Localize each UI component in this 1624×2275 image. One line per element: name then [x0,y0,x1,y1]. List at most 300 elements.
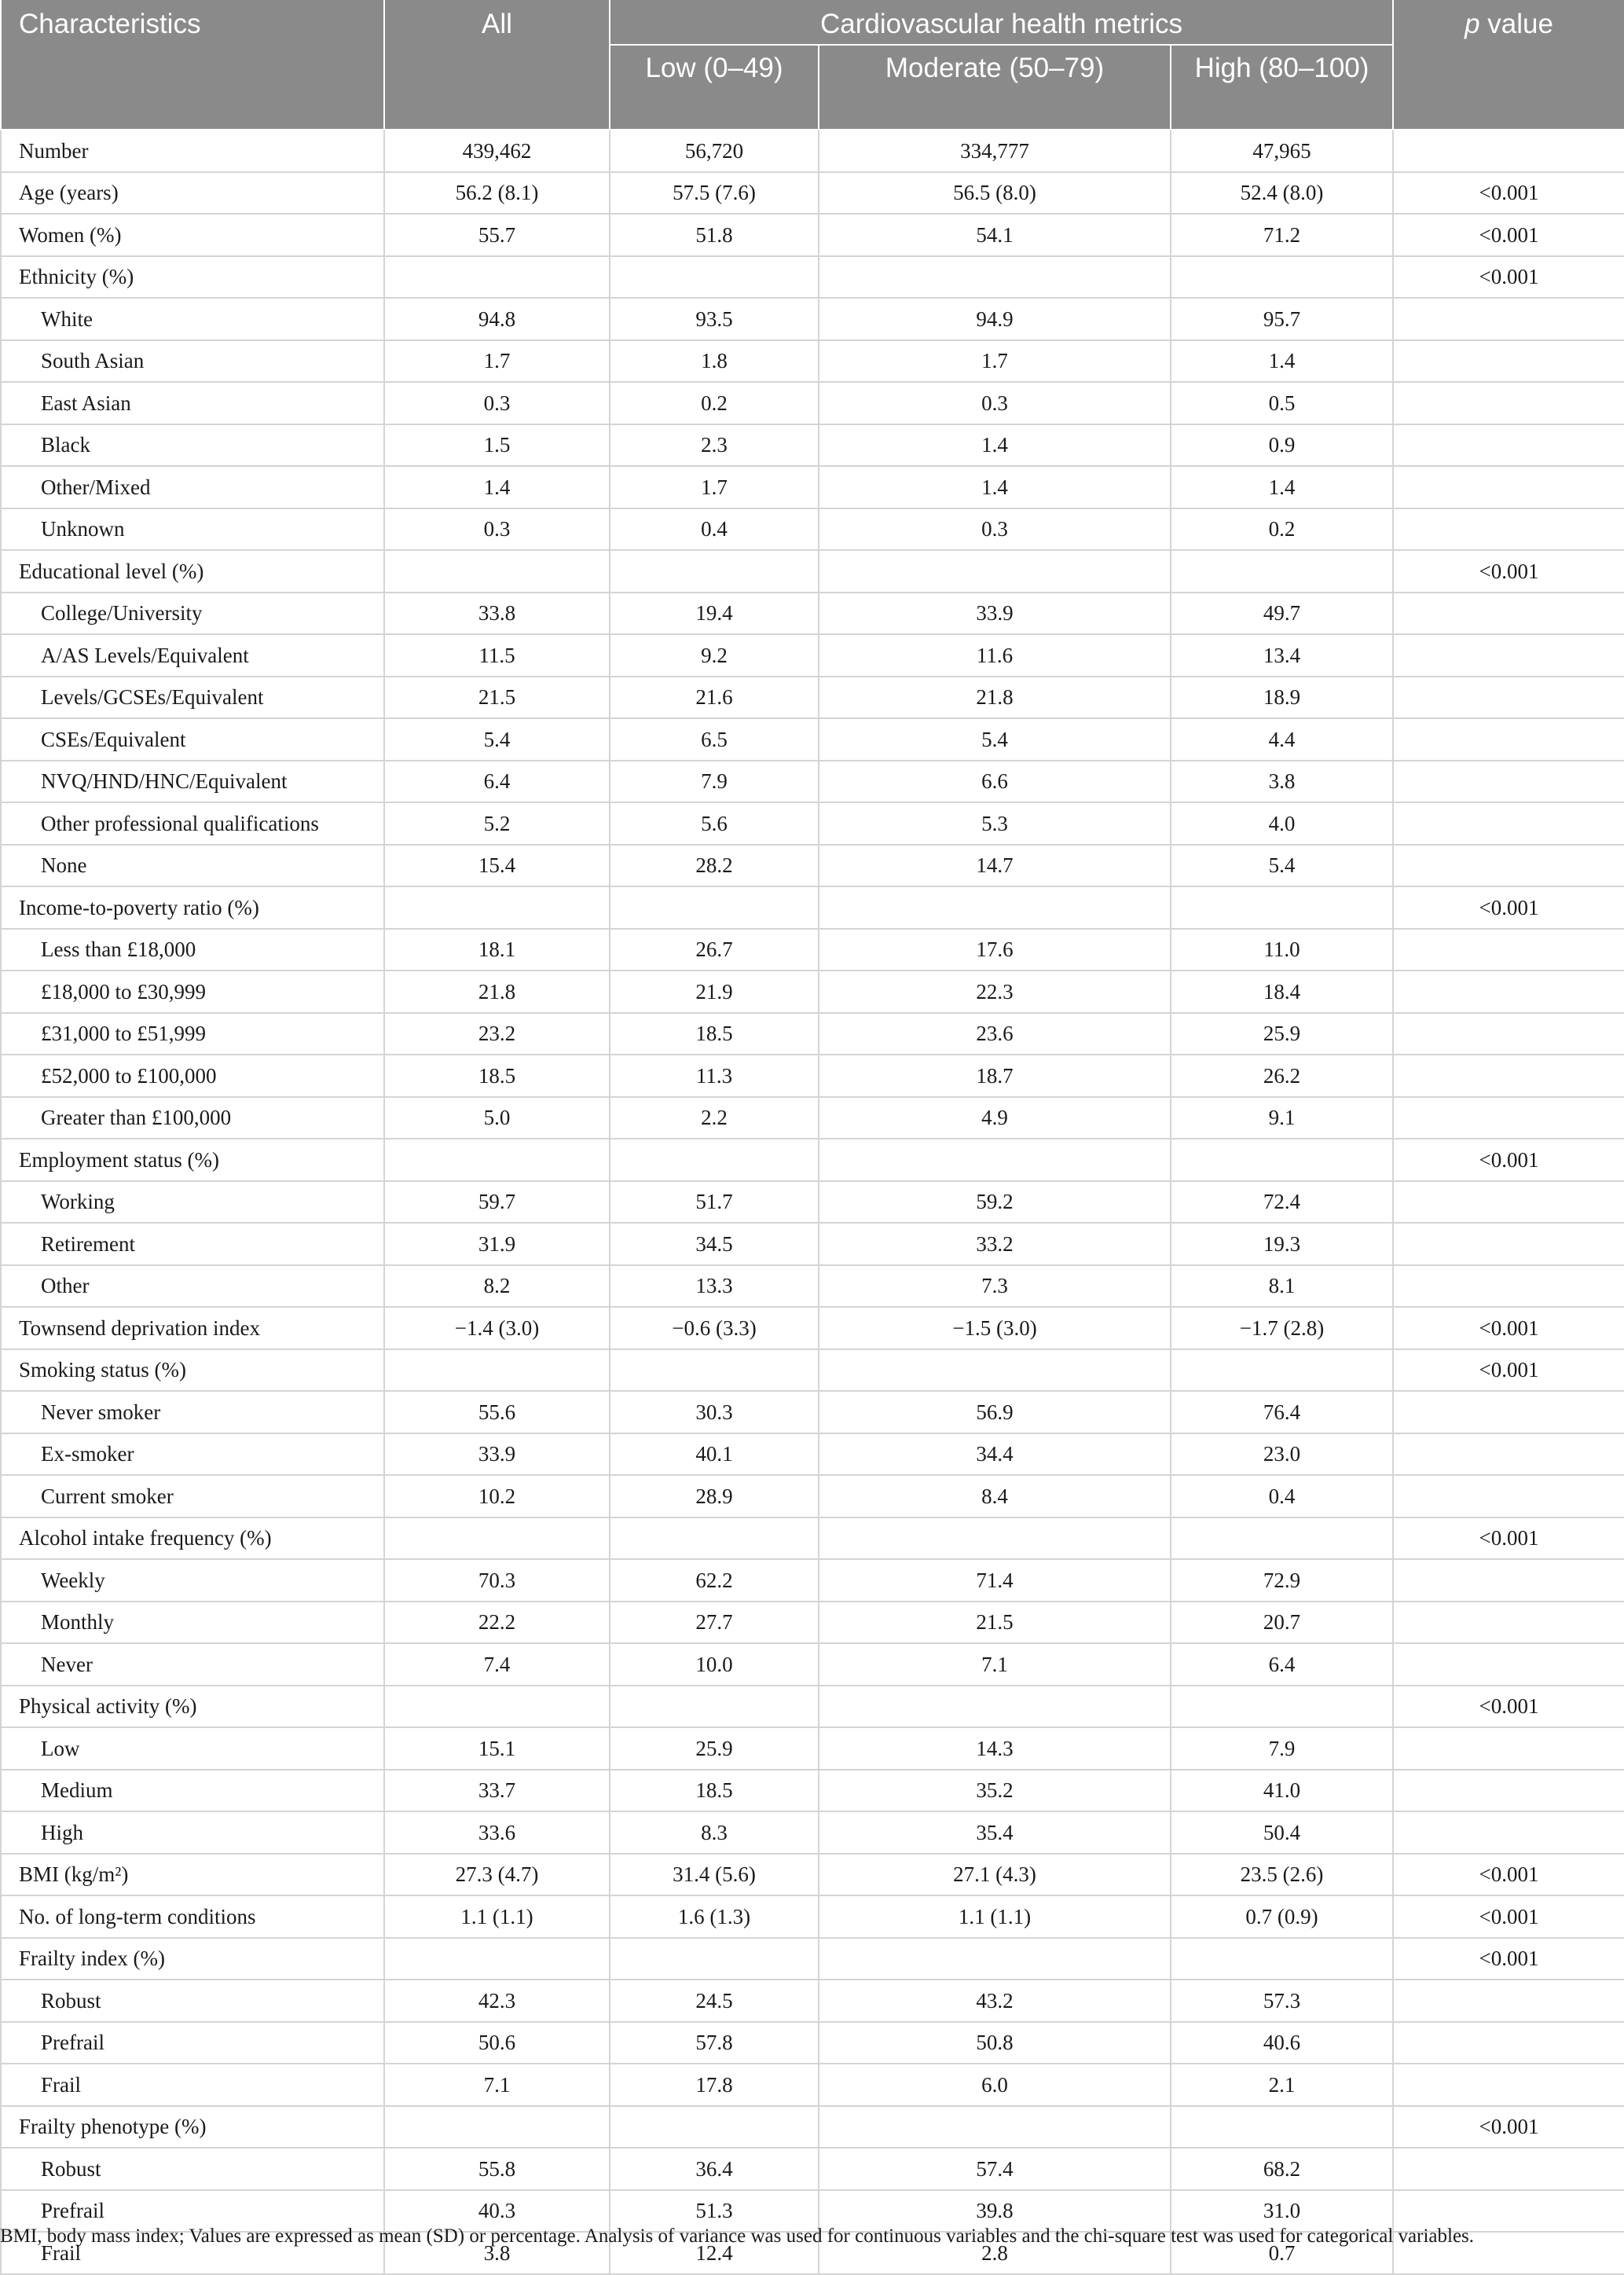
cell-high: 7.9 [1171,1727,1393,1770]
cell-high: −1.7 (2.8) [1171,1307,1393,1349]
header-p-rest: value [1479,9,1553,39]
cell-low: 57.8 [610,2022,819,2064]
cell-low: 7.9 [610,761,819,802]
cell-moderate [819,886,1171,929]
table-row [1,845,1624,886]
cell-moderate: 35.4 [819,1811,1171,1854]
cell-moderate: 57.4 [819,2148,1171,2190]
cell-all [384,1139,610,1181]
row-label: White [1,298,384,340]
row-label: East Asian [1,382,384,424]
table-row [1,382,1624,424]
table-row [1,1559,1624,1602]
table-row [1,1811,1624,1854]
cell-low: 51.8 [610,214,819,256]
row-label: Income-to-poverty ratio (%) [1,886,384,929]
cell-p-value [1393,971,1624,1013]
cell-p-value [1393,1265,1624,1307]
cell-all [384,1349,610,1391]
row-label: Medium [1,1770,384,1811]
cell-low: 31.4 (5.6) [610,1854,819,1895]
row-label: Women (%) [1,214,384,256]
cell-high: 0.7 (0.9) [1171,1895,1393,1938]
table-row [1,634,1624,677]
cell-high: 3.8 [1171,761,1393,802]
cell-high [1171,1139,1393,1181]
cell-p-value: <0.001 [1393,1686,1624,1727]
cell-moderate: 33.9 [819,593,1171,634]
row-label: Smoking status (%) [1,1349,384,1391]
table-row [1,508,1624,550]
header-p-italic: p [1465,9,1480,39]
cell-moderate [819,1139,1171,1181]
row-label: Frail [1,2064,384,2106]
cell-p-value [1393,1643,1624,1686]
cell-moderate [819,1349,1171,1391]
cell-moderate: 6.0 [819,2064,1171,2106]
table-footnote: BMI, body mass index; Values are expressed as mean (SD) or percentage. Analysis of variance was used for continuous variables and the chi-square test was used for categorical variables. [0,2225,1475,2247]
header-characteristics: Characteristics [1,0,384,130]
cell-all: 22.2 [384,1602,610,1643]
cell-all: 5.2 [384,802,610,845]
cell-all: 15.1 [384,1727,610,1770]
cell-p-value [1393,845,1624,886]
header-high: High (80–100) [1171,45,1393,130]
table-row [1,1139,1624,1181]
cell-high: 23.0 [1171,1433,1393,1475]
cell-all: 5.0 [384,1097,610,1139]
cell-p-value: <0.001 [1393,256,1624,298]
cell-low [610,256,819,298]
cell-low: 28.2 [610,845,819,886]
cell-p-value [1393,1391,1624,1433]
row-label: Educational level (%) [1,550,384,593]
cell-all: 11.5 [384,634,610,677]
cell-high: 49.7 [1171,593,1393,634]
cell-moderate: 18.7 [819,1055,1171,1097]
cell-moderate: 1.7 [819,340,1171,382]
cell-low: 10.0 [610,1643,819,1686]
cell-all [384,2106,610,2148]
table-row [1,1854,1624,1895]
cell-low [610,1139,819,1181]
cell-p-value [1393,1980,1624,2022]
row-label: £31,000 to £51,999 [1,1013,384,1055]
cell-moderate [819,2106,1171,2148]
cell-low: 21.6 [610,677,819,718]
cell-all: 33.6 [384,1811,610,1854]
table-row [1,172,1624,214]
cell-all: 6.4 [384,761,610,802]
cell-high: 26.2 [1171,1055,1393,1097]
cell-all: 18.5 [384,1055,610,1097]
cell-low [610,2106,819,2148]
header-all: All [384,0,610,130]
cell-moderate [819,256,1171,298]
cell-p-value [1393,929,1624,971]
cell-p-value [1393,718,1624,761]
cell-moderate [819,1938,1171,1980]
cell-low: 93.5 [610,298,819,340]
cell-low: 25.9 [610,1727,819,1770]
cell-p-value: <0.001 [1393,1349,1624,1391]
cell-high: 6.4 [1171,1643,1393,1686]
cell-low: 40.1 [610,1433,819,1475]
row-label: Number [1,130,384,172]
cell-moderate [819,1517,1171,1559]
cell-high: 5.4 [1171,845,1393,886]
cell-low: 24.5 [610,1980,819,2022]
table-row [1,1349,1624,1391]
table-row [1,1602,1624,1643]
cell-p-value [1393,761,1624,802]
cell-moderate: 334,777 [819,130,1171,172]
cell-all: 1.5 [384,424,610,466]
cell-low: 57.5 (7.6) [610,172,819,214]
cell-low: 34.5 [610,1223,819,1265]
cell-moderate: 39.8 [819,2190,1171,2232]
cell-low [610,550,819,593]
cell-low: 28.9 [610,1475,819,1517]
cell-p-value [1393,593,1624,634]
row-label: Levels/GCSEs/Equivalent [1,677,384,718]
cell-high: 11.0 [1171,929,1393,971]
cell-all: 18.1 [384,929,610,971]
cell-p-value [1393,340,1624,382]
cell-p-value: <0.001 [1393,1854,1624,1895]
cell-moderate [819,1686,1171,1727]
cell-all: 10.2 [384,1475,610,1517]
table-row [1,929,1624,971]
cell-low [610,1349,819,1391]
cell-p-value [1393,1602,1624,1643]
cell-high: 19.3 [1171,1223,1393,1265]
cell-all [384,256,610,298]
cell-low: 1.8 [610,340,819,382]
cell-low: 2.2 [610,1097,819,1139]
table-row [1,1980,1624,2022]
table-row [1,2022,1624,2064]
cell-moderate: 50.8 [819,2022,1171,2064]
row-label: Ex-smoker [1,1433,384,1475]
cell-moderate: 21.8 [819,677,1171,718]
cell-p-value [1393,634,1624,677]
row-label: Other [1,1265,384,1307]
cell-all [384,1686,610,1727]
table-row [1,1517,1624,1559]
cell-all: 7.1 [384,2064,610,2106]
cell-moderate: 27.1 (4.3) [819,1854,1171,1895]
row-label: Greater than £100,000 [1,1097,384,1139]
header-moderate: Moderate (50–79) [819,45,1171,130]
cell-p-value [1393,1055,1624,1097]
table-row [1,2106,1624,2148]
cell-all: 31.9 [384,1223,610,1265]
cell-all: 55.7 [384,214,610,256]
cell-moderate: 8.4 [819,1475,1171,1517]
cell-p-value: <0.001 [1393,214,1624,256]
row-label: Frailty phenotype (%) [1,2106,384,2148]
row-label: South Asian [1,340,384,382]
cell-low: 18.5 [610,1013,819,1055]
cell-moderate: 54.1 [819,214,1171,256]
cell-all: 40.3 [384,2190,610,2232]
table-row [1,298,1624,340]
cell-high: 9.1 [1171,1097,1393,1139]
row-label: High [1,1811,384,1854]
cell-all [384,550,610,593]
cell-moderate: 21.5 [819,1602,1171,1643]
cell-moderate: 0.3 [819,382,1171,424]
row-label: Prefrail [1,2190,384,2232]
cell-p-value [1393,1727,1624,1770]
cell-moderate: 1.4 [819,466,1171,508]
table-row [1,466,1624,508]
cell-all: 33.7 [384,1770,610,1811]
row-label: Weekly [1,1559,384,1602]
cell-low: 5.6 [610,802,819,845]
row-label: Monthly [1,1602,384,1643]
table-row [1,677,1624,718]
row-label: Retirement [1,1223,384,1265]
cell-p-value [1393,802,1624,845]
table-row [1,1391,1624,1433]
table-row [1,1475,1624,1517]
cell-moderate: 14.7 [819,845,1171,886]
cell-low: 0.2 [610,382,819,424]
cell-high: 50.4 [1171,1811,1393,1854]
cell-p-value [1393,1811,1624,1854]
cell-low: 18.5 [610,1770,819,1811]
table-row [1,886,1624,929]
cell-moderate: 2.8 [819,2232,1171,2274]
row-label: Age (years) [1,172,384,214]
cell-high: 8.1 [1171,1265,1393,1307]
cell-moderate: 7.1 [819,1643,1171,1686]
row-label: BMI (kg/m²) [1,1854,384,1895]
table-row [1,1307,1624,1349]
cell-high: 0.7 [1171,2232,1393,2274]
cell-low: 8.3 [610,1811,819,1854]
cell-high [1171,550,1393,593]
cell-high: 20.7 [1171,1602,1393,1643]
cell-p-value: <0.001 [1393,550,1624,593]
cell-all: 0.3 [384,382,610,424]
cell-moderate: 17.6 [819,929,1171,971]
cell-high: 4.4 [1171,718,1393,761]
cell-all: 50.6 [384,2022,610,2064]
cell-high: 52.4 (8.0) [1171,172,1393,214]
cell-p-value: <0.001 [1393,2106,1624,2148]
cell-low: 1.6 (1.3) [610,1895,819,1938]
cell-all: 1.1 (1.1) [384,1895,610,1938]
row-label: None [1,845,384,886]
cell-low: 26.7 [610,929,819,971]
cell-low: 13.3 [610,1265,819,1307]
cell-p-value [1393,1097,1624,1139]
table-row [1,1265,1624,1307]
cell-moderate: 1.1 (1.1) [819,1895,1171,1938]
cell-p-value [1393,1433,1624,1475]
cell-high: 95.7 [1171,298,1393,340]
cell-high: 23.5 (2.6) [1171,1854,1393,1895]
header-cardiovascular-health-metrics: Cardiovascular health metrics [610,0,1393,45]
row-label: Frailty index (%) [1,1938,384,1980]
cell-high: 18.4 [1171,971,1393,1013]
row-label: Employment status (%) [1,1139,384,1181]
cell-low: 27.7 [610,1602,819,1643]
cell-low: 0.4 [610,508,819,550]
table-row [1,1770,1624,1811]
cell-all: 5.4 [384,718,610,761]
cell-all: 1.7 [384,340,610,382]
cell-moderate: 71.4 [819,1559,1171,1602]
cell-p-value [1393,1181,1624,1223]
row-label: NVQ/HND/HNC/Equivalent [1,761,384,802]
cell-high: 68.2 [1171,2148,1393,2190]
cell-moderate: 5.3 [819,802,1171,845]
cell-high: 41.0 [1171,1770,1393,1811]
table-row [1,2064,1624,2106]
row-label: Physical activity (%) [1,1686,384,1727]
cell-low: 12.4 [610,2232,819,2274]
cell-low: 62.2 [610,1559,819,1602]
table-row [1,424,1624,466]
row-label: Never smoker [1,1391,384,1433]
cell-p-value [1393,1475,1624,1517]
cell-p-value [1393,1770,1624,1811]
cell-all: 27.3 (4.7) [384,1854,610,1895]
cell-all: 439,462 [384,130,610,172]
row-label: Ethnicity (%) [1,256,384,298]
cell-all: 15.4 [384,845,610,886]
cell-high: 25.9 [1171,1013,1393,1055]
row-label: Townsend deprivation index [1,1307,384,1349]
cell-low [610,1686,819,1727]
cell-all: 0.3 [384,508,610,550]
cell-all: 8.2 [384,1265,610,1307]
cell-p-value: <0.001 [1393,886,1624,929]
cell-low: 51.7 [610,1181,819,1223]
row-label: Alcohol intake frequency (%) [1,1517,384,1559]
cell-high [1171,1517,1393,1559]
row-label: Black [1,424,384,466]
row-label: Frail [1,2232,384,2274]
cell-all: 7.4 [384,1643,610,1686]
header-low: Low (0–49) [610,45,819,130]
cell-all: 3.8 [384,2232,610,2274]
table-row [1,1013,1624,1055]
row-label: Unknown [1,508,384,550]
cell-moderate: 94.9 [819,298,1171,340]
cell-p-value [1393,677,1624,718]
cell-moderate: 56.5 (8.0) [819,172,1171,214]
cell-low: 30.3 [610,1391,819,1433]
cell-moderate: 59.2 [819,1181,1171,1223]
table-row [1,971,1624,1013]
cell-all: 70.3 [384,1559,610,1602]
cell-low: 36.4 [610,2148,819,2190]
row-label: No. of long-term conditions [1,1895,384,1938]
cell-low [610,1938,819,1980]
cell-moderate: 11.6 [819,634,1171,677]
cell-moderate: 23.6 [819,1013,1171,1055]
row-label: College/University [1,593,384,634]
cell-all: 33.8 [384,593,610,634]
table-row [1,1938,1624,1980]
cell-high: 76.4 [1171,1391,1393,1433]
table-row [1,550,1624,593]
cell-low: 6.5 [610,718,819,761]
cell-low: 21.9 [610,971,819,1013]
cell-all: 94.8 [384,298,610,340]
cell-moderate: 56.9 [819,1391,1171,1433]
cell-moderate: 33.2 [819,1223,1171,1265]
cell-p-value [1393,424,1624,466]
cell-moderate: 22.3 [819,971,1171,1013]
cell-high: 2.1 [1171,2064,1393,2106]
cell-p-value: <0.001 [1393,1517,1624,1559]
cell-p-value: <0.001 [1393,1307,1624,1349]
cell-p-value: <0.001 [1393,1139,1624,1181]
table-row [1,802,1624,845]
cell-moderate: 1.4 [819,424,1171,466]
cell-moderate: 14.3 [819,1727,1171,1770]
row-label: Current smoker [1,1475,384,1517]
row-label: Robust [1,1980,384,2022]
table-row [1,1686,1624,1727]
cell-low: 1.7 [610,466,819,508]
row-label: Less than £18,000 [1,929,384,971]
cell-high: 31.0 [1171,2190,1393,2232]
cell-all [384,886,610,929]
cell-high [1171,2106,1393,2148]
cell-moderate [819,550,1171,593]
table-row [1,1223,1624,1265]
cell-p-value: <0.001 [1393,1938,1624,1980]
cell-high [1171,256,1393,298]
cell-high [1171,1349,1393,1391]
cell-moderate: 34.4 [819,1433,1171,1475]
cell-moderate: 6.6 [819,761,1171,802]
row-label: Working [1,1181,384,1223]
table-row [1,340,1624,382]
cell-moderate: 4.9 [819,1097,1171,1139]
cell-all [384,1517,610,1559]
cell-moderate: 5.4 [819,718,1171,761]
cell-low: 51.3 [610,2190,819,2232]
row-label: Robust [1,2148,384,2190]
cell-p-value [1393,1013,1624,1055]
cell-p-value: <0.001 [1393,172,1624,214]
cell-p-value [1393,508,1624,550]
cell-low: −0.6 (3.3) [610,1307,819,1349]
cell-p-value [1393,2064,1624,2106]
cell-p-value [1393,1223,1624,1265]
cell-low: 17.8 [610,2064,819,2106]
cell-all: 59.7 [384,1181,610,1223]
cell-moderate: 7.3 [819,1265,1171,1307]
cell-low: 2.3 [610,424,819,466]
cell-all: −1.4 (3.0) [384,1307,610,1349]
cell-high: 72.4 [1171,1181,1393,1223]
cell-p-value [1393,2148,1624,2190]
cell-high: 0.4 [1171,1475,1393,1517]
table-header [1,0,1624,130]
cell-high: 1.4 [1171,340,1393,382]
row-label: Prefrail [1,2022,384,2064]
cell-low: 9.2 [610,634,819,677]
